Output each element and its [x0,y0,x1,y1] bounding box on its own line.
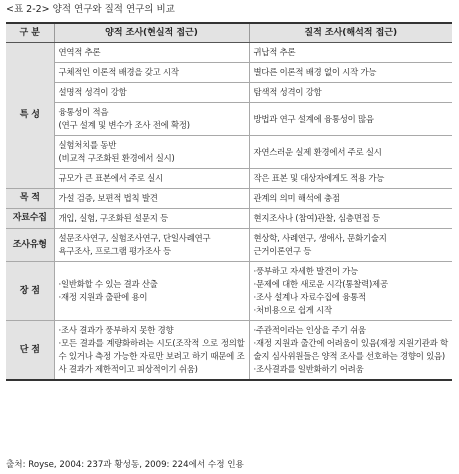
cell-text: 관계의 의미 해석에 충점 [253,193,340,203]
types-qual-cell [249,229,452,262]
cell-text: 융통성이 적음 [58,107,109,117]
cell-text: 구체적인 이론적 배경을 갖고 시작 [58,67,179,77]
cell-text: 연역적 추론 [58,47,101,57]
cell-text: 근거이론연구 등 [253,246,312,256]
cell-text: 규모가 큰 표본에서 주로 실시 [58,173,164,183]
cell-text: ·조사 설계나 자료수집에 융통적 [253,292,366,302]
header-qualitative: 질적 조사(해석적 접근) [249,23,452,43]
cell-text: 가설 검증, 보편적 법칙 발견 [58,193,158,203]
weaknesses-qual-cell [249,321,452,381]
weaknesses-row [6,321,452,381]
cell-text: 별다른 이론적 배경 없이 시작 가능 [253,67,377,77]
features-quant-cell [54,136,249,169]
cell-text: 탐색적 성격이 강함 [253,87,322,97]
types-quant-cell [54,229,249,262]
features-qual-cell [249,83,452,103]
comparison-table-container [6,22,452,381]
cell-text: (연구 설계 및 변수가 조사 전에 확정) [58,120,190,130]
features-row-1 [6,43,452,63]
weaknesses-label: 단 점 [6,321,54,381]
features-row-3 [6,83,452,103]
cell-text: ·조사 결과가 풍부하지 못한 경향 [58,325,174,335]
types-label: 조사유형 [6,229,54,262]
header-quantitative: 양적 조사(현실적 접근) [54,23,249,43]
cell-text: ·조사결과를 일반화하기 어려움 [253,364,364,374]
features-qual-cell [249,103,452,136]
source-note: 출처: Royse, 2004: 237과 황성동, 2009: 224에서 수정 인용 [6,460,244,470]
features-row-4 [6,103,452,136]
features-row-5 [6,136,452,169]
header-row [6,23,452,43]
collection-row [6,209,452,229]
collection-qual-cell [249,209,452,229]
cell-text: ·모든 결과를 계량화하려는 시도(조작적 으로 정의할 수 있거나 측정 가능한 자료만 보려고 하기 때문에 조사 결과가 제한적이고 피상적이기 쉬움) [58,338,245,374]
purpose-qual-cell [249,189,452,209]
cell-text: 작은 표본 및 대상자에게도 적용 가능 [253,173,385,183]
strengths-label: 장 점 [6,262,54,321]
cell-text: 설명적 성격이 강함 [58,87,127,97]
cell-text: ·재정 지원과 출판에 용이 [58,292,148,302]
features-label: 특 성 [6,43,54,189]
comparison-table [6,22,452,381]
collection-quant-cell [54,209,249,229]
cell-text: 현상학, 사례연구, 생애사, 문화기술지 [253,233,387,243]
cell-text: ·풍부하고 자세한 발견이 가능 [253,266,359,276]
cell-text: 자연스러운 실제 환경에서 주로 실시 [253,146,382,157]
features-row-2 [6,63,452,83]
features-row-6 [6,169,452,189]
purpose-row [6,189,452,209]
strengths-row [6,262,452,321]
features-quant-cell [54,169,249,189]
cell-text: 귀납적 추론 [253,47,296,57]
features-quant-cell [54,103,249,136]
collection-label: 자료수집 [6,209,54,229]
purpose-quant-cell [54,189,249,209]
cell-text: 개입, 실험, 구조화된 설문지 등 [58,213,168,223]
cell-text: 실험처치를 동반 [58,140,117,150]
cell-text: ·주관적이라는 인상을 주기 쉬움 [253,325,366,335]
features-quant-cell [54,83,249,103]
cell-text: (비교적 구조화된 환경에서 실시) [58,153,175,163]
features-qual-cell [249,43,452,63]
table-caption: <표 2-2> 양적 연구와 질적 연구의 비교 [6,4,175,15]
strengths-quant-cell [54,262,249,321]
features-qual-cell [249,63,452,83]
types-row [6,229,452,262]
features-qual-cell [249,136,452,169]
cell-text: ·일반화할 수 있는 결과 산출 [58,279,158,289]
features-qual-cell [249,169,452,189]
features-quant-cell [54,63,249,83]
weaknesses-quant-cell [54,321,249,381]
cell-text: 현지조사나 (참여)관찰, 심층면접 등 [253,213,380,223]
strengths-qual-cell [249,262,452,321]
cell-text: ·처비용으로 쉽게 시작 [253,305,332,315]
header-category: 구 분 [6,23,54,43]
cell-text: ·문제에 대한 새로운 시각(통찰력)제공 [253,279,388,289]
cell-text: 설문조사연구, 실험조사연구, 단일사례연구 [58,233,211,243]
features-quant-cell [54,43,249,63]
cell-text: 욕구조사, 프로그램 평가조사 등 [58,246,171,256]
cell-text: ·재정 지원과 출간에 어려움이 있음(재정 지원기관과 학술지 심사위원들은 양적 조사를 선호하는 경향이 있음) [253,338,448,361]
purpose-label: 목 적 [6,189,54,209]
cell-text: 방법과 연구 설계에 융통성이 많음 [253,113,374,124]
